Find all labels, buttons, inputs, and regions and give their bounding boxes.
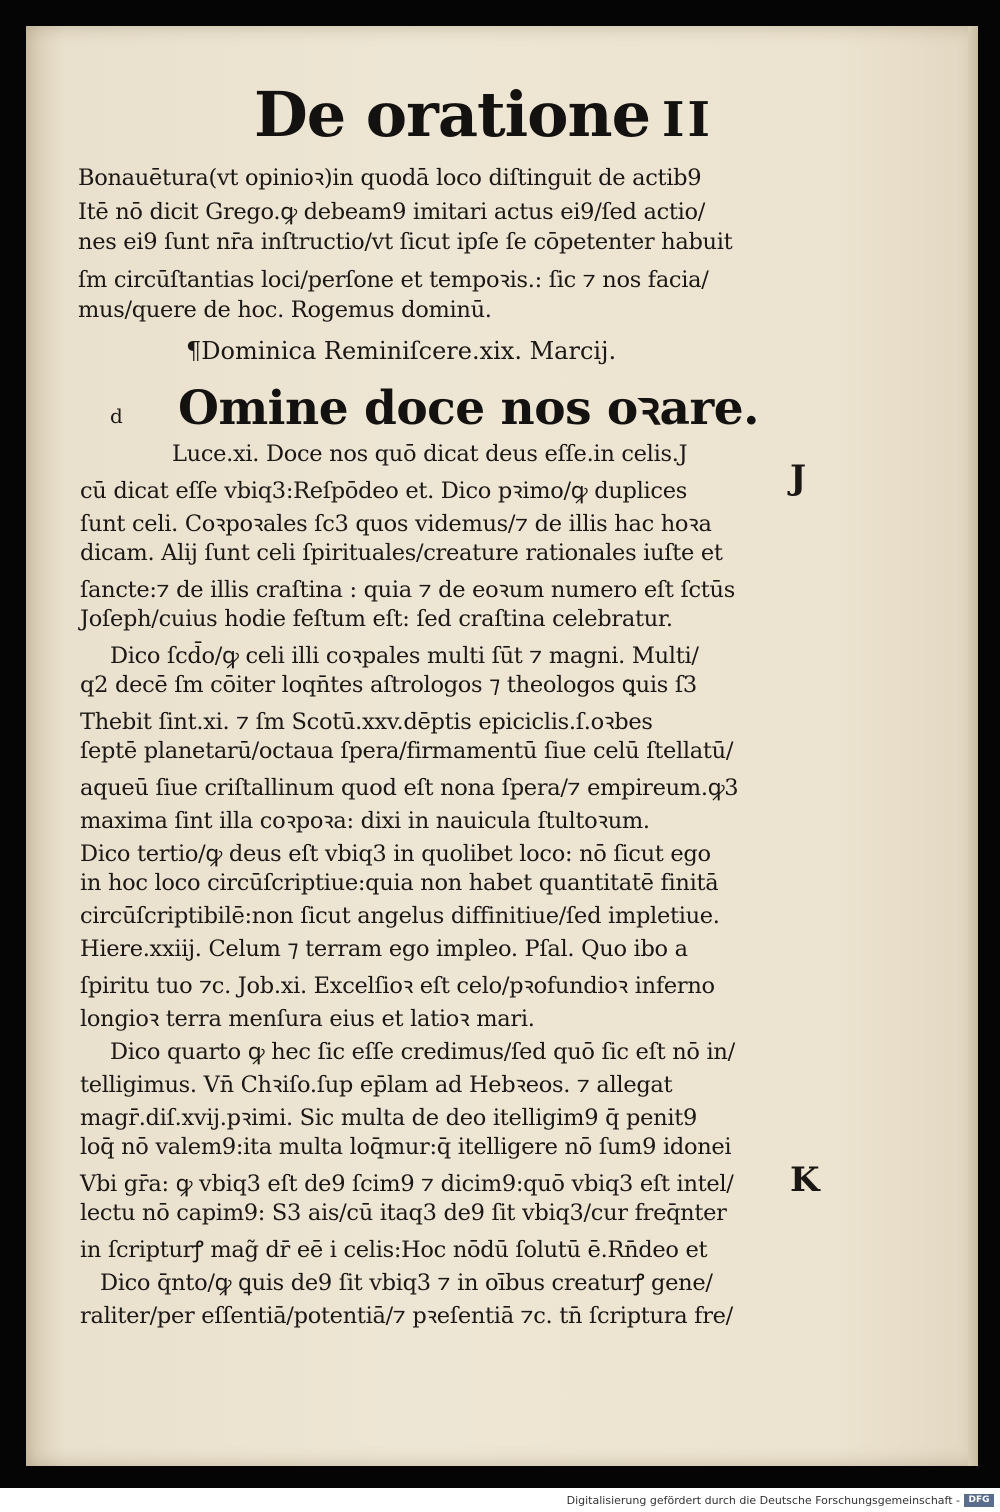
- funding-credit: Digitalisierung gefördert durch die Deutsche Forschungsgemeinschaft -: [566, 1494, 960, 1507]
- text-line: in ſcripturꝭ mag̃ dr̄ eē i celis:Hoc nōdū ſolutū ē.Rn̄deo et: [80, 1237, 708, 1263]
- text-line: ſeptē planetarū/octaua ſpera/firmamentū ſiue celū ſtellatū/: [80, 738, 734, 764]
- text-line: Joſeph/cuius hodie feſtum eſt: ſed craſtina celebratur.: [80, 606, 673, 632]
- page-edge: [968, 26, 978, 1466]
- folio-number: II: [662, 92, 713, 148]
- text-line: Dico q̄nto/ꝙ ꝗuis de9 ſit vbiq3 ⁊ in oībus creaturꝭ gene/: [100, 1270, 713, 1296]
- text-line: Dico ſcd̄o/ꝙ celi illi coꝛpales multi ſūt ⁊ magni. Multi/: [110, 643, 699, 669]
- text-line: mus/quere de hoc. Rogemus dominū.: [78, 297, 492, 323]
- text-line: cū dicat eſſe vbiq3:Reſpōdeo et. Dico pꝛimo/ꝙ duplices: [80, 478, 687, 504]
- text-line: longioꝛ terra menſura eius et latioꝛ mari.: [80, 1006, 535, 1032]
- running-title: De oratione: [254, 78, 651, 151]
- text-line: in hoc loco circūſcriptiue:quia non habet quantitatē finitā: [80, 870, 719, 896]
- text-line: Luce.xi. Doce nos quō dicat deus eſſe.in celis.J: [172, 441, 688, 467]
- marginal-letter-j: J: [790, 458, 807, 498]
- sermon-heading: Omine doce nos oꝛare.: [178, 381, 760, 436]
- text-line: Hiere.xxiij. Celum ⁊ terram ego impleo. Pſal. Quo ibo a: [80, 936, 688, 962]
- text-line: loq̄ nō valem9:ita multa loq̄mur:q̄ itelligere nō ſum9 idonei: [80, 1134, 732, 1160]
- guide-letter: d: [110, 404, 123, 428]
- text-line: Dico quarto ꝙ hec ſic eſſe credimus/ſed quō ſic eſt nō in/: [110, 1039, 735, 1065]
- dfg-logo: DFG: [964, 1494, 994, 1507]
- text-line: lectu nō capim9: S3 ais/cū itaq3 de9 ſit vbiq3/cur freq̄nter: [80, 1200, 727, 1226]
- text-line: maxima ſint illa coꝛpoꝛa: dixi in nauicula ſtultoꝛum.: [80, 808, 650, 834]
- marginal-letter-k: K: [790, 1160, 820, 1200]
- text-line: ſancte:⁊ de illis craſtina : quia ⁊ de eoꝛum numero eſt ſctūs: [80, 577, 735, 603]
- text-line: ſunt celi. Coꝛpoꝛales ſc3 quos videmus/⁊ de illis hac hoꝛa: [80, 511, 712, 537]
- text-line: Bonauētura(vt opinioꝛ)in quodā loco diſtinguit de actib9: [78, 165, 702, 191]
- text-line: dicam. Alij ſunt celi ſpirituales/creature rationales iuſte et: [80, 540, 723, 566]
- text-line: Thebit ſint.xi. ⁊ ſm Scotū.xxv.dēptis epiciclis.ſ.oꝛbes: [80, 709, 653, 735]
- text-line: Itē nō dicit Grego.ꝙ debeam9 imitari actus ei9/ſed actio/: [78, 199, 706, 225]
- text-line: Dico tertio/ꝙ deus eſt vbiq3 in quolibet loco: nō ſicut ego: [80, 841, 711, 867]
- text-line: ſm circūſtantias loci/perſone et tempoꝛis.: ſic ⁊ nos facia/: [78, 267, 709, 293]
- text-line: circūſcriptibilē:non ſicut angelus diffinitiue/ſed impletiue.: [80, 903, 720, 929]
- text-line: aqueū ſiue criſtallinum quod eſt nona ſpera/⁊ empireum.ꝙ3: [80, 775, 739, 801]
- text-line: q2 decē ſm cōiter loqn̄tes aſtrologos ⁊ theologos ꝗuis ſ3: [80, 672, 697, 698]
- rubric-heading: ¶Dominica Reminiſcere.xix. Marcij.: [186, 337, 617, 365]
- text-line: nes ei9 ſunt nr̄a inſtructio/vt ſicut ipſe ſe cōpetenter habuit: [78, 229, 733, 255]
- text-line: ſpiritu tuo ⁊c. Job.xi. Excelſioꝛ eſt celo/pꝛofundioꝛ inferno: [80, 973, 715, 999]
- text-line: magr̄.diſ.xvij.pꝛimi. Sic multa de deo itelligim9 q̄ penit9: [80, 1105, 698, 1131]
- text-line: telligimus. Vn̄ Chꝛiſo.ſup ep̄lam ad Hebꝛeos. ⁊ allegat: [80, 1072, 673, 1098]
- text-line: raliter/per eſſentiā/potentiā/⁊ pꝛeſentiā ⁊c. tn̄ ſcriptura fre/: [80, 1303, 733, 1329]
- text-line: Vbi gr̄a: ꝙ vbiq3 eſt de9 ſcim9 ⁊ dicim9:quō vbiq3 eſt intel/: [80, 1171, 734, 1197]
